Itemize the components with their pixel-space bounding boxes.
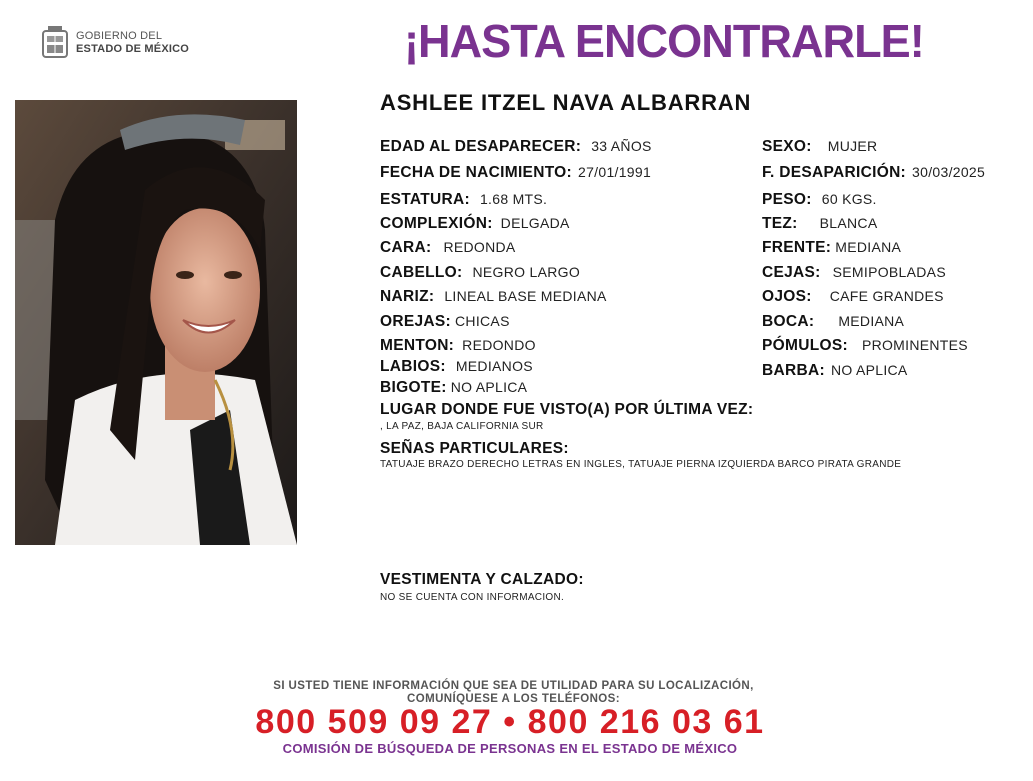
clothing-label: VESTIMENTA Y CALZADO: bbox=[380, 571, 584, 588]
field-value: NO APLICA bbox=[450, 379, 528, 395]
field-skin bbox=[762, 215, 877, 233]
field-label: FRENTE: bbox=[762, 239, 832, 256]
person-name: ASHLEE ITZEL NAVA ALBARRAN bbox=[380, 90, 752, 115]
field-height bbox=[380, 191, 547, 209]
field-weight bbox=[762, 191, 877, 209]
field-label: OJOS: bbox=[762, 288, 812, 305]
footer-note-line1: SI USTED TIENE INFORMACIÓN QUE SEA DE UTILIDAD PARA SU LOCALIZACIÓN, bbox=[273, 680, 754, 692]
field-value: PROMINENTES bbox=[861, 337, 968, 353]
field-beard bbox=[762, 362, 908, 380]
field-value: SEMIPOBLADAS bbox=[832, 264, 946, 280]
field-label: MENTON: bbox=[380, 337, 455, 354]
field-value: 60 KGS. bbox=[821, 191, 877, 207]
field-label: TEZ: bbox=[762, 215, 798, 232]
field-sex bbox=[762, 138, 877, 156]
field-value: 33 AÑOS bbox=[591, 138, 652, 154]
field-chin bbox=[380, 337, 536, 355]
field-label: CABELLO: bbox=[380, 264, 463, 281]
government-logo bbox=[38, 22, 198, 64]
field-build bbox=[380, 215, 570, 233]
field-value: MEDIANA bbox=[835, 239, 902, 255]
field-nose bbox=[380, 288, 607, 306]
field-label: CEJAS: bbox=[762, 264, 821, 281]
person-photo bbox=[15, 100, 297, 545]
field-label: F. DESAPARICIÓN: bbox=[762, 164, 907, 181]
field-value: DELGADA bbox=[500, 215, 570, 231]
field-disappearance-date bbox=[762, 164, 985, 182]
marks-value: TATUAJE BRAZO DERECHO LETRAS EN INGLES, TATUAJE PIERNA IZQUIERDA BARCO PIRATA GRANDE bbox=[380, 459, 902, 470]
field-value: NEGRO LARGO bbox=[472, 264, 581, 280]
field-value: MEDIANOS bbox=[455, 358, 533, 374]
field-lips bbox=[380, 358, 533, 376]
headline: ¡HASTA ENCONTRARLE! bbox=[404, 15, 924, 67]
field-eyebrows bbox=[762, 264, 946, 282]
field-value: 1.68 MTS. bbox=[479, 191, 548, 207]
logo-line2: ESTADO DE MÉXICO bbox=[76, 43, 190, 55]
marks-label: SEÑAS PARTICULARES: bbox=[380, 440, 569, 457]
field-value: NO APLICA bbox=[830, 362, 908, 378]
field-face bbox=[380, 239, 516, 257]
field-eyes bbox=[762, 288, 944, 306]
field-label: EDAD AL DESAPARECER: bbox=[380, 138, 582, 155]
field-value: LINEAL BASE MEDIANA bbox=[444, 288, 607, 304]
last-seen-value: , LA PAZ, BAJA CALIFORNIA SUR bbox=[380, 421, 544, 432]
field-cheekbones bbox=[762, 337, 968, 355]
coat-of-arms-icon bbox=[38, 23, 72, 63]
field-value: 30/03/2025 bbox=[912, 164, 986, 180]
field-label: CARA: bbox=[380, 239, 432, 256]
field-label: PESO: bbox=[762, 191, 812, 208]
logo-line1: GOBIERNO DEL bbox=[76, 30, 163, 42]
field-value: BLANCA bbox=[819, 215, 878, 231]
footer-note-line2: COMUNÍQUESE A LOS TELÉFONOS: bbox=[407, 693, 620, 705]
commission-name: COMISIÓN DE BÚSQUEDA DE PERSONAS EN EL ESTADO DE MÉXICO bbox=[282, 741, 738, 756]
field-label: ESTATURA: bbox=[380, 191, 470, 208]
field-label: SEXO: bbox=[762, 138, 812, 155]
field-hair bbox=[380, 264, 580, 282]
field-value: CHICAS bbox=[455, 313, 510, 329]
phone-numbers: 800 509 09 27 • 800 216 03 61 bbox=[255, 703, 765, 741]
field-value: MEDIANA bbox=[838, 313, 905, 329]
field-label: LABIOS: bbox=[380, 358, 446, 375]
field-value: 27/01/1991 bbox=[578, 164, 652, 180]
field-mouth bbox=[762, 313, 904, 331]
field-age bbox=[380, 138, 652, 156]
field-label: BARBA: bbox=[762, 362, 825, 379]
field-label: OREJAS: bbox=[380, 313, 452, 330]
field-label: FECHA DE NACIMIENTO: bbox=[380, 164, 572, 181]
field-birthdate bbox=[380, 164, 651, 182]
field-label: PÓMULOS: bbox=[762, 337, 848, 354]
field-forehead bbox=[762, 239, 901, 257]
field-ears bbox=[380, 313, 510, 331]
field-value: REDONDO bbox=[462, 337, 536, 353]
field-value: MUJER bbox=[827, 138, 878, 154]
field-mustache bbox=[380, 379, 527, 397]
clothing-value: NO SE CUENTA CON INFORMACION. bbox=[380, 592, 565, 603]
field-label: COMPLEXIÓN: bbox=[380, 215, 493, 232]
field-label: BIGOTE: bbox=[380, 379, 447, 396]
field-label: NARIZ: bbox=[380, 288, 435, 305]
field-value: REDONDA bbox=[443, 239, 516, 255]
last-seen-label: LUGAR DONDE FUE VISTO(A) POR ÚLTIMA VEZ: bbox=[380, 401, 754, 418]
field-label: BOCA: bbox=[762, 313, 815, 330]
field-value: CAFE GRANDES bbox=[829, 288, 944, 304]
